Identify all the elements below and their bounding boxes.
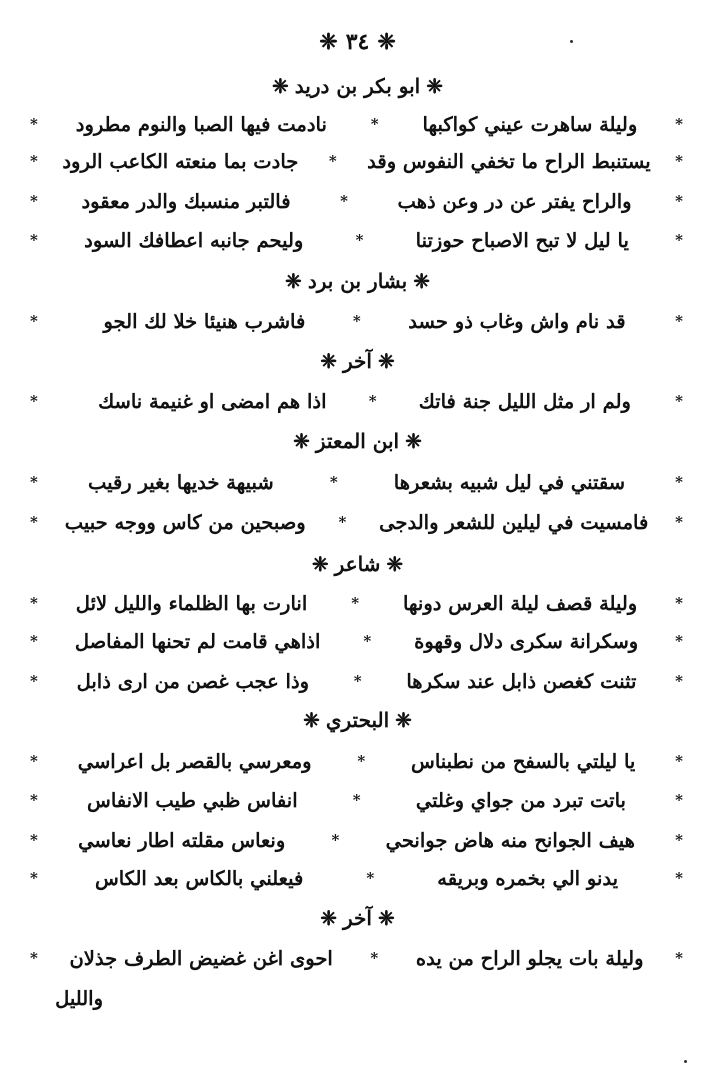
first-hemistich: قد نام واش وغاب ذو حسد: [408, 309, 626, 333]
ornament-icon: ❈: [303, 708, 320, 732]
first-hemistich: يدنو الي بخمره وبريقه: [437, 866, 619, 890]
ornament-icon: ❈: [293, 429, 310, 453]
verse-line: [0, 385, 715, 417]
star-icon: *: [30, 594, 38, 612]
ink-speck: [684, 1060, 687, 1063]
poet-name: آخر: [343, 906, 372, 930]
ornament-icon: ❈: [426, 74, 443, 98]
poet-name: بشار بن برد: [307, 269, 408, 293]
continuation-line: [0, 982, 715, 1014]
star-icon: *: [30, 752, 38, 770]
star-icon: *: [675, 115, 683, 133]
star-icon: *: [675, 831, 683, 849]
star-icon: *: [30, 949, 38, 967]
star-icon: *: [675, 231, 683, 249]
verse-line: [0, 784, 715, 816]
second-hemistich: شبيهة خديها بغير رقيب: [87, 470, 274, 494]
star-icon: *: [30, 632, 38, 650]
star-icon: *: [675, 152, 683, 170]
second-hemistich: نادمت فيها الصبا والنوم مطرود: [75, 112, 327, 136]
star-icon: *: [357, 752, 366, 770]
poet-name: شاعر: [334, 552, 381, 576]
verse-line: [0, 625, 715, 657]
star-icon: *: [328, 152, 337, 170]
star-icon: *: [329, 473, 338, 491]
first-hemistich: يا ليلتي بالسفح من نطبناس: [411, 749, 636, 773]
star-icon: *: [675, 632, 683, 650]
ornament-icon: ❈: [386, 552, 404, 576]
verse-line: [0, 862, 715, 894]
star-icon: *: [675, 392, 683, 410]
verse-line: [0, 305, 715, 337]
star-icon: *: [30, 231, 38, 249]
star-icon: *: [675, 949, 683, 967]
section-heading: [0, 70, 715, 102]
first-hemistich: تثنت كغصن ذابل عند سكرها: [406, 669, 637, 693]
first-hemistich: وسكرانة سكرى دلال وقهوة: [414, 629, 639, 653]
second-hemistich: وليحم جانبه اعطافك السود: [84, 228, 304, 252]
star-icon: *: [355, 231, 364, 249]
first-hemistich: باتت تبرد من جواي وغلتي: [415, 788, 626, 812]
star-icon: *: [351, 594, 360, 612]
second-hemistich: وصبحين من كاس ووجه حبيب: [64, 510, 306, 534]
second-hemistich: اذاهي قامت لم تحنها المفاصل: [74, 629, 321, 653]
ornament-icon: ❈: [413, 269, 430, 293]
star-icon: *: [370, 949, 379, 967]
star-icon: *: [30, 869, 38, 887]
first-hemistich: فامسيت في ليلين للشعر والدجى: [379, 510, 649, 534]
star-icon: *: [30, 392, 38, 410]
ornament-icon: ❈: [319, 29, 338, 55]
star-icon: *: [353, 672, 362, 690]
star-icon: *: [675, 869, 683, 887]
first-hemistich: سقتني في ليل شبيه بشعرها: [393, 470, 626, 494]
verse-line: [0, 185, 715, 217]
ornament-icon: ❈: [395, 708, 412, 732]
first-hemistich: يا ليل لا تبح الاصباح حوزتنا: [415, 228, 629, 252]
star-icon: *: [675, 594, 683, 612]
second-hemistich: ومعرسي بالقصر بل اعراسي: [77, 749, 312, 773]
continuation-text: والليل: [55, 986, 103, 1010]
star-icon: *: [340, 192, 348, 210]
verse-line: [0, 466, 715, 498]
ornament-icon: ❈: [272, 74, 289, 98]
verse-line: [0, 108, 715, 140]
star-icon: *: [368, 392, 377, 410]
ornament-icon: ❈: [285, 269, 302, 293]
verse-line: [0, 506, 715, 538]
star-icon: *: [30, 473, 38, 491]
poet-name: ابن المعتز: [315, 429, 400, 453]
poet-name: البحتري: [325, 708, 390, 732]
second-hemistich: احوى اغن غضيض الطرف جذلان: [69, 946, 333, 970]
ornament-icon: ❈: [377, 906, 395, 930]
section-heading: [0, 548, 715, 580]
first-hemistich: وليلة قصف ليلة العرس دونها: [402, 591, 638, 615]
star-icon: *: [352, 791, 361, 809]
page-number-line: [0, 26, 715, 58]
ornament-icon: ❈: [377, 29, 396, 55]
first-hemistich: يستنبط الراح ما تخفي النفوس وقد: [367, 149, 651, 173]
ornament-icon: ❈: [320, 906, 338, 930]
star-icon: *: [30, 115, 38, 133]
star-icon: *: [675, 791, 683, 809]
first-hemistich: وليلة ساهرت عيني كواكبها: [422, 112, 638, 136]
ornament-icon: ❈: [311, 552, 329, 576]
verse-line: [0, 745, 715, 777]
first-hemistich: هيف الجوانح منه هاض جوانحي: [385, 828, 635, 852]
second-hemistich: فالتبر منسبك والدر معقود: [81, 189, 291, 213]
ornament-icon: ❈: [377, 349, 395, 373]
verse-line: [0, 665, 715, 697]
star-icon: *: [370, 115, 379, 133]
first-hemistich: والراح يفتر عن در وعن ذهب: [397, 189, 632, 213]
star-icon: *: [675, 473, 683, 491]
star-icon: *: [363, 632, 372, 650]
star-icon: *: [30, 791, 38, 809]
star-icon: *: [675, 513, 683, 531]
second-hemistich: وذا عجب غصن من ارى ذابل: [76, 669, 310, 693]
star-icon: *: [30, 192, 38, 210]
second-hemistich: فاشرب هنيئا خلا لك الجو: [103, 309, 306, 333]
verse-line: [0, 942, 715, 974]
star-icon: *: [352, 312, 361, 330]
star-icon: *: [30, 152, 38, 170]
section-heading: [0, 425, 715, 457]
star-icon: *: [675, 672, 683, 690]
verse-line: [0, 824, 715, 856]
star-icon: *: [675, 752, 683, 770]
verse-line: [0, 587, 715, 619]
star-icon: *: [30, 312, 38, 330]
second-hemistich: اذا هم امضى او غنيمة ناسك: [98, 389, 327, 413]
star-icon: *: [331, 831, 340, 849]
poet-name: ابو بكر بن دريد: [294, 74, 421, 98]
star-icon: *: [675, 192, 683, 210]
ornament-icon: ❈: [320, 349, 338, 373]
star-icon: *: [366, 869, 375, 887]
first-hemistich: ولم ار مثل الليل جنة فاتك: [418, 389, 631, 413]
ornament-icon: ❈: [405, 429, 422, 453]
star-icon: *: [338, 513, 347, 531]
first-hemistich: وليلة بات يجلو الراح من يده: [415, 946, 644, 970]
star-icon: *: [30, 513, 38, 531]
section-heading: [0, 704, 715, 736]
poet-name: آخر: [343, 349, 372, 373]
verse-line: [0, 145, 715, 177]
section-heading: [0, 902, 715, 934]
second-hemistich: فيعلني بالكاس بعد الكاس: [94, 866, 304, 890]
star-icon: *: [30, 831, 38, 849]
second-hemistich: ونعاس مقلته اطار نعاسي: [78, 828, 286, 852]
second-hemistich: انفاس ظبي طيب الانفاس: [87, 788, 298, 812]
second-hemistich: جادت بما منعته الكاعب الرود: [62, 149, 299, 173]
star-icon: *: [675, 312, 683, 330]
verse-line: [0, 224, 715, 256]
star-icon: *: [30, 672, 38, 690]
section-heading: [0, 265, 715, 297]
ink-speck: [570, 40, 573, 43]
page-number: ٣٤: [345, 29, 370, 55]
second-hemistich: انارت بها الظلماء والليل لائل: [75, 591, 308, 615]
section-heading: [0, 345, 715, 377]
